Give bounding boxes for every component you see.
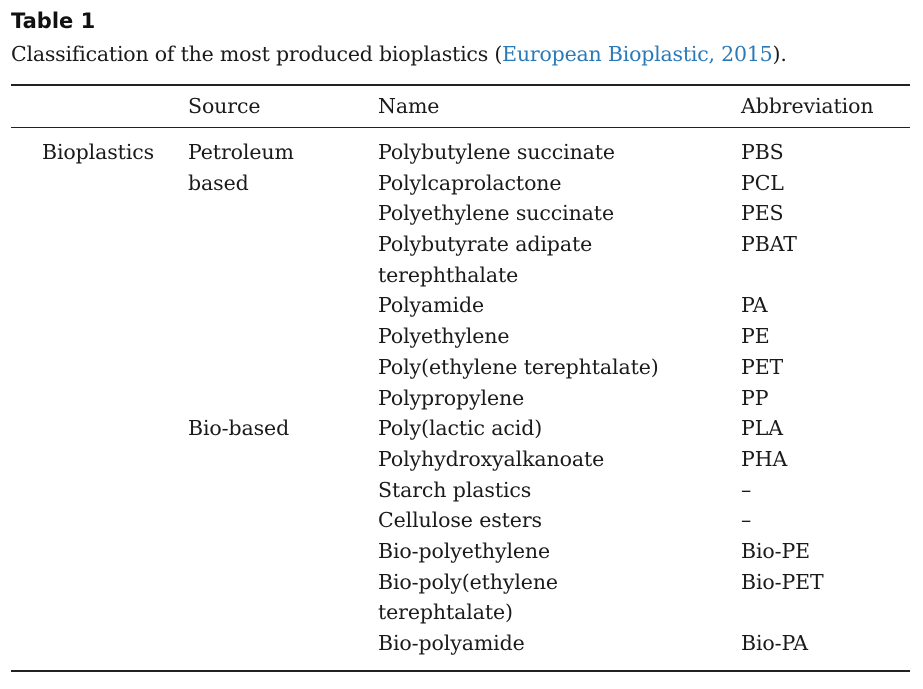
table-row (0, 505, 923, 536)
table-row (0, 168, 923, 199)
header-abbreviation: Abbreviation (741, 94, 874, 118)
table-top-rule (11, 84, 910, 86)
name-cell: Polyethylene (378, 324, 510, 349)
table-row (0, 137, 923, 168)
name-cell (378, 229, 592, 290)
table-row (0, 567, 923, 628)
name-cell: Bio-polyethylene (378, 538, 551, 563)
header-name: Name (378, 94, 440, 118)
citation-link[interactable]: European Bioplastic, 2015 (502, 42, 773, 66)
caption-end: ). (772, 42, 787, 66)
table-row (0, 383, 923, 414)
name-cell: Polyamide (378, 293, 485, 318)
table-label: Table 1 (11, 9, 96, 33)
name-line-2: terephthalate (378, 262, 519, 287)
table-row (0, 321, 923, 352)
abbreviation-cell: PES (741, 201, 784, 226)
header-source: Source (188, 94, 261, 118)
source-bio: Bio-based (188, 416, 290, 441)
abbreviation-cell: PA (741, 293, 768, 318)
abbreviation-cell: PP (741, 385, 769, 410)
abbreviation-cell: PET (741, 354, 784, 379)
table-body (0, 137, 923, 659)
name-cell: Bio-polyamide (378, 631, 525, 656)
name-line-1: Polybutyrate adipate (378, 232, 593, 257)
table-row (0, 444, 923, 475)
abbreviation-cell: PLA (741, 416, 783, 441)
caption-text: Classification of the most produced bioplastics ( (11, 42, 503, 66)
abbreviation-cell: PBS (741, 140, 784, 164)
name-cell (378, 567, 558, 628)
abbreviation-cell: Bio-PET (741, 569, 824, 594)
table-row (0, 229, 923, 290)
name-line-1: Bio-poly(ethylene (378, 569, 558, 594)
abbreviation-cell: Bio-PA (741, 631, 809, 656)
name-line-2: terephtalate) (378, 600, 513, 625)
name-cell: Polybutylene succinate (378, 140, 615, 164)
name-cell: Polypropylene (378, 385, 525, 410)
source-petroleum-line-2: based (188, 170, 249, 195)
table-header-rule (11, 127, 910, 128)
abbreviation-cell: PCL (741, 170, 784, 195)
table-bottom-rule (11, 670, 910, 672)
table-row (0, 536, 923, 567)
name-cell: Poly(ethylene terephtalate) (378, 354, 659, 379)
abbreviation-cell: Bio-PE (741, 538, 811, 563)
classification-cell: Bioplastics (42, 140, 155, 164)
source-petroleum-line-1: Petroleum (188, 140, 294, 164)
table-row (0, 290, 923, 321)
table-row (0, 198, 923, 229)
table-caption (11, 39, 787, 69)
abbreviation-cell: PBAT (741, 232, 797, 257)
name-cell: Polylcaprolactone (378, 170, 562, 195)
table-row (0, 352, 923, 383)
table-row (0, 475, 923, 506)
name-cell: Polyhydroxyalkanoate (378, 446, 605, 471)
abbreviation-cell: – (741, 477, 752, 502)
abbreviation-cell: PHA (741, 446, 788, 471)
name-cell: Poly(lactic acid) (378, 416, 543, 441)
table-row (0, 628, 923, 659)
abbreviation-cell: – (741, 508, 752, 533)
table-row (0, 413, 923, 444)
name-cell: Cellulose esters (378, 508, 542, 533)
abbreviation-cell: PE (741, 324, 770, 349)
name-cell: Starch plastics (378, 477, 532, 502)
name-cell: Polyethylene succinate (378, 201, 614, 226)
